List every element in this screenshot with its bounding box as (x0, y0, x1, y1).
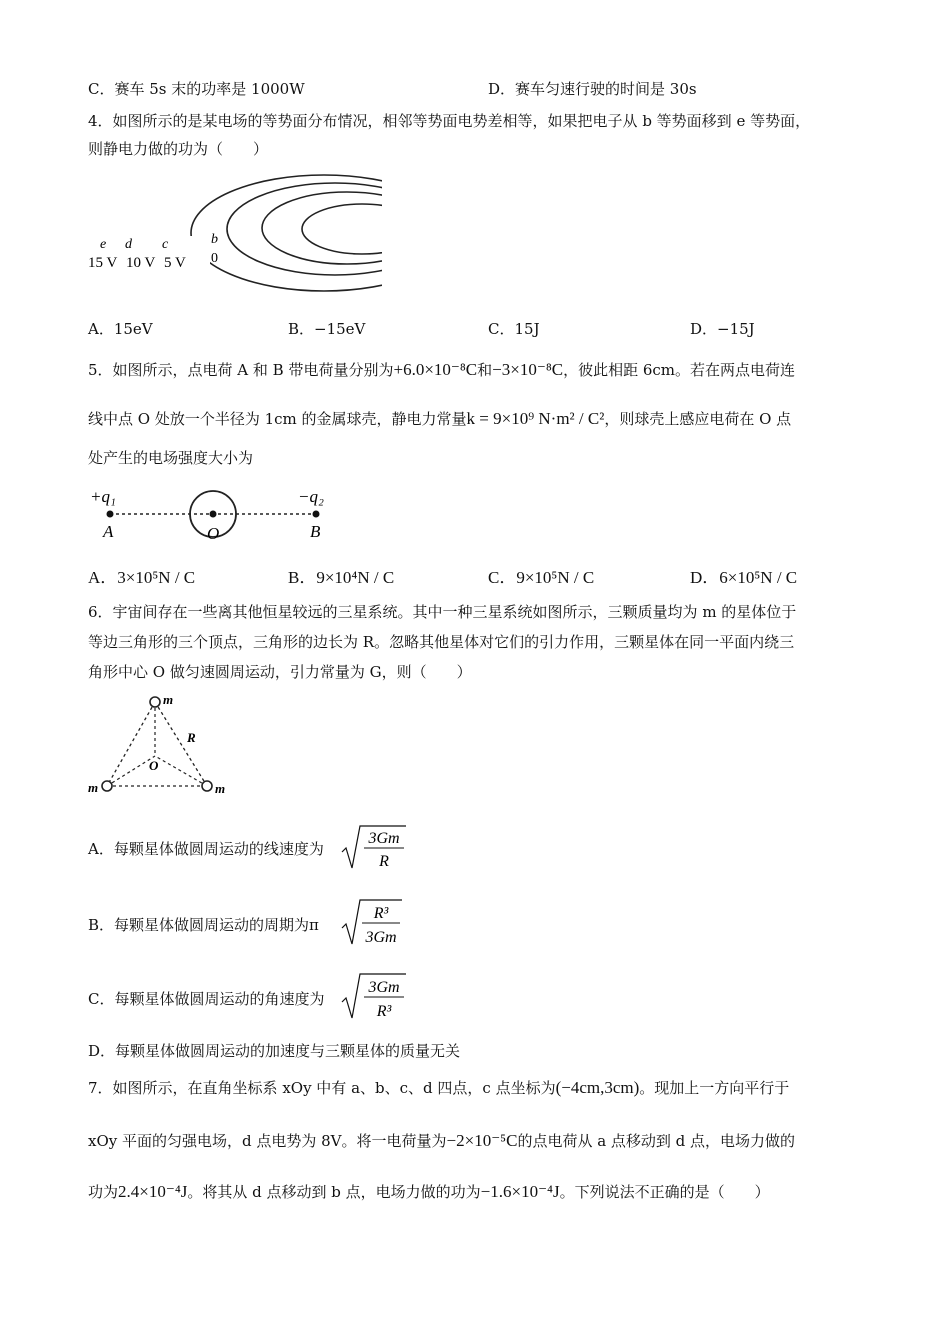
star-right (202, 781, 212, 791)
q5-stem-line3: 处产生的电场强度大小为 (88, 449, 254, 467)
q4-option-d: D．−15J (690, 320, 755, 338)
q4-option-b: B．−15eV (288, 320, 366, 338)
q4-stem-line2: 则静电力做的功为（ ） (88, 140, 269, 158)
label-a: A (103, 522, 114, 541)
q4-equipotential-figure (82, 172, 382, 307)
q5-option-b: B．9×10⁴N / C (288, 568, 395, 587)
q5-stem-line2: 线中点 O 处放一个半径为 1cm 的金属球壳，静电力常量k = 9×10⁹ N·m² / C²，则球壳上感应电荷在 O 点 (88, 409, 792, 428)
q7-stem-line2: xOy 平面的匀强电场，d 点电势为 8V。将一电荷量为−2×10⁻⁵C的点电荷从 a 点移动到 d 点，电场力做的 (88, 1131, 796, 1150)
q6-option-a-formula (340, 822, 408, 872)
q6-stem-line3: 角形中心 O 做匀速圆周运动，引力常量为 G，则（ ） (88, 663, 472, 681)
star-left (102, 781, 112, 791)
label-o: O (149, 758, 159, 773)
q7-coordinate: (−4cm,3cm) (555, 1078, 640, 1097)
svg-text:R³: R³ (376, 1003, 392, 1020)
q7-stem-line3: 功为2.4×10⁻⁴J。将其从 d 点移动到 b 点，电场力做的功为−1.6×10⁻⁴J。下列说法不正确的是（ ） (88, 1182, 770, 1201)
charge-b-point (313, 511, 320, 518)
q5-charge-a: +6.0×10⁻⁸C (393, 360, 478, 379)
q5-stem-line1: 5．如图所示，点电荷 A 和 B 带电荷量分别为+6.0×10⁻⁸C和−3×10⁻⁸C，彼此相距 6cm。若在两点电荷连 (88, 360, 796, 379)
label-b: B (310, 522, 321, 541)
svg-text:3Gm: 3Gm (365, 929, 397, 946)
prev-option-c: C．赛车 5s 末的功率是 1000W (88, 80, 305, 98)
svg-text:3Gm: 3Gm (368, 979, 400, 996)
q4-option-c: C．15J (488, 320, 540, 338)
q5-k-constant: k = 9×10⁹ N·m² / C² (466, 409, 605, 428)
label-b: b (211, 232, 218, 247)
q4-stem-line1: 4．如图所示的是某电场的等势面分布情况，相邻等势面电势差相等，如果把电子从 b 等势面移到 e 等势面， (88, 112, 811, 130)
q5-option-a: A．3×10⁵N / C (88, 568, 196, 587)
svg-text:R³: R³ (373, 905, 389, 922)
label-d: d (125, 237, 132, 252)
q5-option-c: C．9×10⁵N / C (488, 568, 595, 587)
q6-option-c: C．每颗星体做圆周运动的角速度为 (88, 990, 325, 1008)
prev-option-d: D．赛车匀速行驶的时间是 30s (488, 80, 697, 98)
q6-option-a: A．每颗星体做圆周运动的线速度为 (88, 840, 324, 858)
q7-charge: −2×10⁻⁵C (446, 1131, 518, 1150)
star-top (150, 697, 160, 707)
potential-e: 15 V (88, 255, 118, 271)
q6-stem-line2: 等边三角形的三个顶点，三角形的边长为 R。忽略其他星体对它们的引力作用，三颗星体在同一平面内绕三 (88, 633, 795, 651)
potential-b: 0 (211, 251, 218, 266)
q5-option-d: D．6×10⁵N / C (690, 568, 798, 587)
q5-charges-figure (88, 482, 338, 542)
q7-work-ad: 2.4×10⁻⁴J (118, 1182, 188, 1201)
svg-text:R: R (379, 853, 389, 870)
q6-option-b-formula (340, 896, 408, 948)
q5-charge-b: −3×10⁻⁸C (492, 360, 564, 379)
q7-stem-line1: 7．如图所示，在直角坐标系 xOy 中有 a、b、c、d 四点，c 点坐标为(−4cm,3cm)。现加上一方向平行于 (88, 1078, 790, 1097)
label-m-top: m (163, 692, 174, 707)
q6-stem-line1: 6．宇宙间存在一些离其他恒星较远的三星系统。其中一种三星系统如图所示，三颗质量均为 m 的星体位于 (88, 603, 797, 621)
label-m-left: m (88, 780, 99, 795)
svg-text:3Gm: 3Gm (368, 830, 400, 847)
q7-work-db: −1.6×10⁻⁴J (480, 1182, 560, 1201)
charge-a-point (107, 511, 114, 518)
q6-three-star-figure (85, 690, 245, 805)
equipotential-b (302, 204, 382, 254)
center-o-point (210, 511, 217, 518)
q4-option-a: A．15eV (88, 320, 153, 338)
label-q1: +q₁ (90, 487, 116, 506)
label-o: O (207, 524, 220, 542)
q6-option-b: B．每颗星体做圆周运动的周期为π (88, 916, 319, 934)
potential-c: 5 V (164, 255, 186, 271)
q6-option-d: D．每颗星体做圆周运动的加速度与三颗星体的质量无关 (88, 1042, 461, 1060)
label-q2: −q₂ (298, 487, 324, 506)
label-r: R (187, 730, 196, 745)
label-m-right: m (215, 781, 226, 796)
potential-d: 10 V (126, 255, 156, 271)
label-e: e (100, 237, 107, 252)
q6-option-c-formula (340, 970, 408, 1022)
label-c: c (162, 237, 169, 252)
